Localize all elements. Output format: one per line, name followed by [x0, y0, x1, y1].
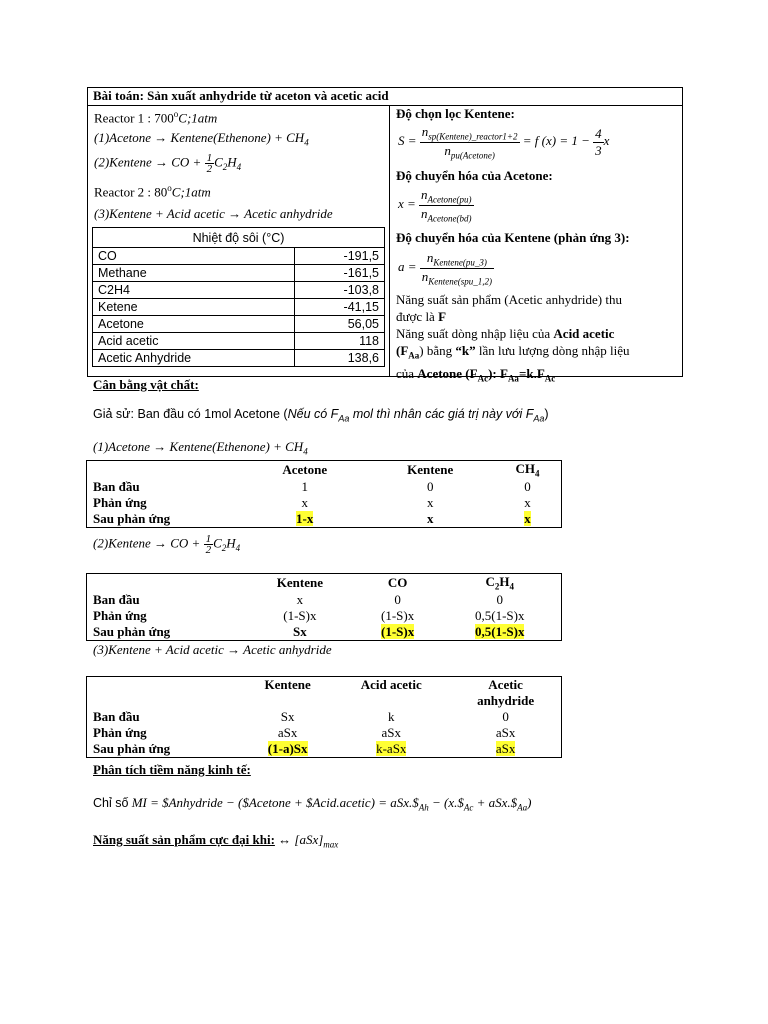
balance-eq-1: (1)Acetone → Kentene(Ethenone) + $CH_4$ — [93, 439, 308, 457]
boiling-point-table — [92, 227, 385, 367]
table-row: Acetone 56,05 — [93, 316, 385, 333]
assumption-text: Giả sử: Ban đầu có 1mol Acetone (Nếu có $F_{Aa}$ mol thì nhân các giá trị này với $F_{Aa}$) — [93, 407, 549, 424]
boiling-header: Nhiệt độ sôi (°C) — [93, 228, 385, 248]
table-row: Acetic Anhydride 138,6 — [93, 350, 385, 367]
reaction-3: (3)Kentene + Acid acetic → Acetic anhydride — [94, 206, 333, 221]
balance-table-3: Kentene Acid acetic Acetic anhydride Ban đầu Sx k 0 Phản ứng aSx aSx aSx Sau phản ứng (1-a)Sx k-aSx aSx — [86, 676, 562, 758]
reactor2-conditions: Reactor 2 : 80$^o$C;1atm — [94, 183, 211, 200]
table-row: Phản ứng (1-S)x (1-S)x 0,5(1-S)x — [93, 607, 525, 623]
yield-text: Năng suất sản phẩm (Acetic anhydride) thu được là F Năng suất dòng nhập liệu của Acid acetic $(F_{Aa})$ bằng “k” lần lưu lượng dòng nhập liệu của Acetone $(F_{Ac})$: $F_{Aa}=k.F_{Ac}$ — [396, 292, 630, 384]
reaction-2: (2)Kentene → CO + $\frac{1}{2}$ $C_2H_4$ — [94, 152, 242, 175]
table-row: Methane -161,5 — [93, 265, 385, 282]
table-row: Phản ứng x x x — [93, 494, 531, 510]
balance-table-1: Acetone Kentene $CH_4$ Ban đầu 1 0 0 Phản ứng x x x Sau phản ứng 1-x x x — [86, 460, 562, 528]
table-row: CO -191,5 — [93, 248, 385, 265]
table-row: Sau phản ứng Sx (1-S)x 0,5(1-S)x — [93, 623, 525, 639]
table-row: Ban đầu 1 0 0 — [93, 478, 531, 494]
table-row: Sau phản ứng (1-a)Sx k-aSx aSx — [93, 741, 516, 756]
table-row: Ban đầu x 0 0 — [93, 591, 503, 607]
table-row: Sau phản ứng 1-x x x — [93, 510, 531, 526]
table-row: C2H4 -103,8 — [93, 282, 385, 299]
table-row: Phản ứng aSx aSx aSx — [93, 725, 516, 740]
acetone-conversion-formula: x = $\frac{n_{Acetone(pu)}}{n_{Acetone(bd)}}$ — [398, 187, 472, 224]
balance-eq-3: (3)Kentene + Acid acetic → Acetic anhydride — [93, 642, 332, 657]
kentene-conversion-formula: a = $\frac{n_{Kentene(pu\_3)}}{n_{Kentene(spu\_1,2)}}$ — [398, 250, 493, 287]
balance-eq-2: (2)Kentene → CO + $\frac{1}{2}$ $C_2H_4$ — [93, 533, 241, 556]
mi-formula: Chỉ số MI = $Anhydride − ($Acetone + $Acid.acetic) = $aSx.\$_{Ah}$ − ($x.\$_{Ac}$ + $aSx.\$_{Aa}$) — [93, 795, 532, 813]
kentene-conversion-title: Độ chuyển hóa của Kentene (phản ứng 3): — [396, 230, 630, 245]
economics-heading: Phân tích tiềm năng kinh tế: — [93, 762, 251, 777]
table-row: Ketene -41,15 — [93, 299, 385, 316]
reaction-1: (1)Acetone → Kentene(Ethenone) + $CH_4$ — [94, 130, 309, 148]
mass-balance-heading: Cân bằng vật chất: — [93, 377, 199, 392]
reactor1-conditions: Reactor 1 : 700$^o$C;1atm — [94, 109, 218, 126]
balance-table-2: Kentene CO $C_2H_4$ Ban đầu x 0 0 Phản ứng (1-S)x (1-S)x 0,5(1-S)x Sau phản ứng Sx (1-S)x 0,5(1-S)x — [86, 573, 562, 641]
table-row: Ban đầu Sx k 0 — [93, 709, 509, 724]
problem-title: Bài toán: Sản xuất anhydride từ aceton và acetic acid — [93, 88, 389, 103]
table-row: Acid acetic 118 — [93, 333, 385, 350]
max-yield: Năng suất sản phẩm cực đại khi: ↔ $[aSx]_{max}$ — [93, 832, 339, 850]
selectivity-formula: S = $\frac{n_{sp(Kentene)\_reactor1+2}}{n_{pu(Acetone)}}$ = f (x) = 1 − $\frac{4}{3}$ x — [398, 124, 610, 161]
selectivity-title: Độ chọn lọc Kentene: — [396, 106, 515, 121]
acetone-conversion-title: Độ chuyển hóa của Acetone: — [396, 168, 553, 183]
